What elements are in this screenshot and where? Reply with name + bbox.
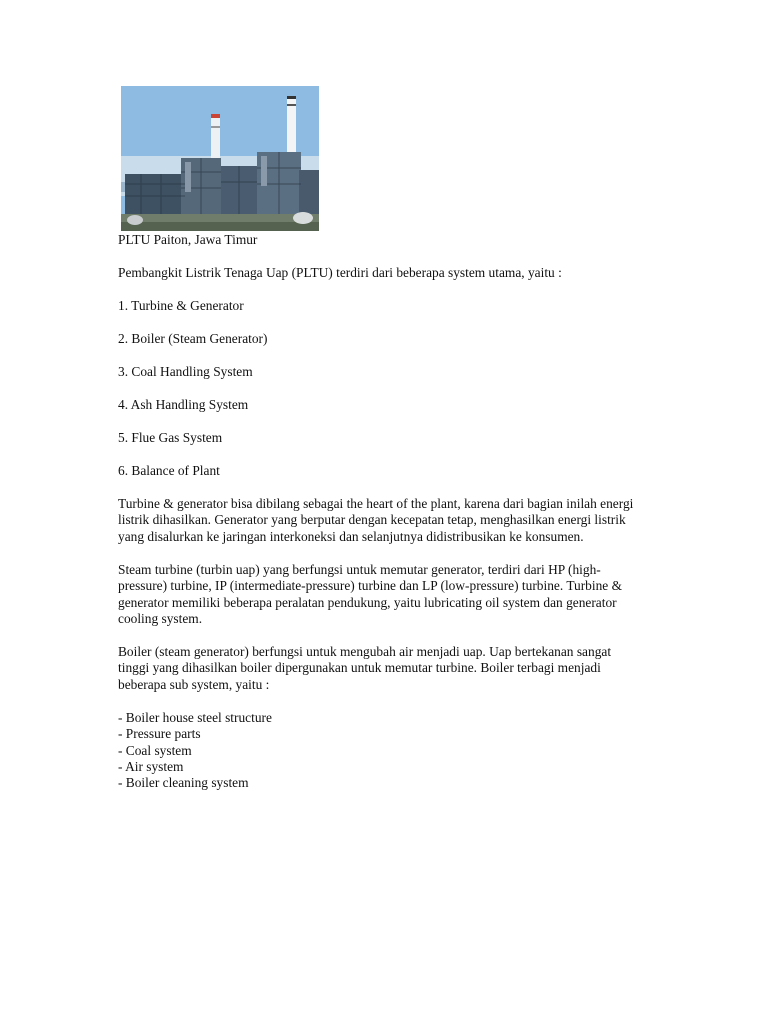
turbine-generator-paragraph: Turbine & generator bisa dibilang sebagai the heart of the plant, karena dari bagian inilah energi listrik dihasilkan. Generator yang berputar dengan kecepatan tetap, menghasilkan energi listrik yang disalurkan ke jaringan interkoneksi dan selanjutnya didistribusikan ke konsumen. xyxy=(118,496,634,544)
system-item: 2. Boiler (Steam Generator) xyxy=(118,331,268,346)
list-item: - Boiler house steel structure xyxy=(118,709,272,725)
list-item: - Coal system xyxy=(118,742,192,758)
boiler-paragraph: Boiler (steam generator) berfungsi untuk mengubah air menjadi uap. Uap bertekanan sangat tinggi yang dihasilkan boiler dipergunakan untuk memutar turbine. Boiler terbagi menjadi beberapa sub system, yaitu : xyxy=(118,644,612,692)
system-item: 5. Flue Gas System xyxy=(118,430,223,445)
document-body xyxy=(118,232,638,792)
steam-turbine-paragraph: Steam turbine (turbin uap) yang berfungsi untuk memutar generator, terdiri dari HP (high-pressure) turbine, IP (intermediate-pressure) turbine dan LP (low-pressure) turbine. Turbine & generator memiliki beberapa peralatan pendukung, yaitu lubricating oil system dan generator cooling system. xyxy=(118,561,622,627)
system-item: 6. Balance of Plant xyxy=(118,463,220,478)
list-item: - Boiler cleaning system xyxy=(118,775,249,791)
photo-caption: PLTU Paiton, Jawa Timur xyxy=(118,232,258,247)
boiler-subsystem-list xyxy=(118,710,638,792)
intro-paragraph: Pembangkit Listrik Tenaga Uap (PLTU) terdiri dari beberapa system utama, yaitu : xyxy=(118,265,562,280)
list-item: - Pressure parts xyxy=(118,726,201,742)
list-item: - Air system xyxy=(118,759,184,775)
system-item: 4. Ash Handling System xyxy=(118,397,249,412)
system-item: 1. Turbine & Generator xyxy=(118,298,244,313)
power-plant-photo xyxy=(121,86,319,231)
system-item: 3. Coal Handling System xyxy=(118,364,253,379)
